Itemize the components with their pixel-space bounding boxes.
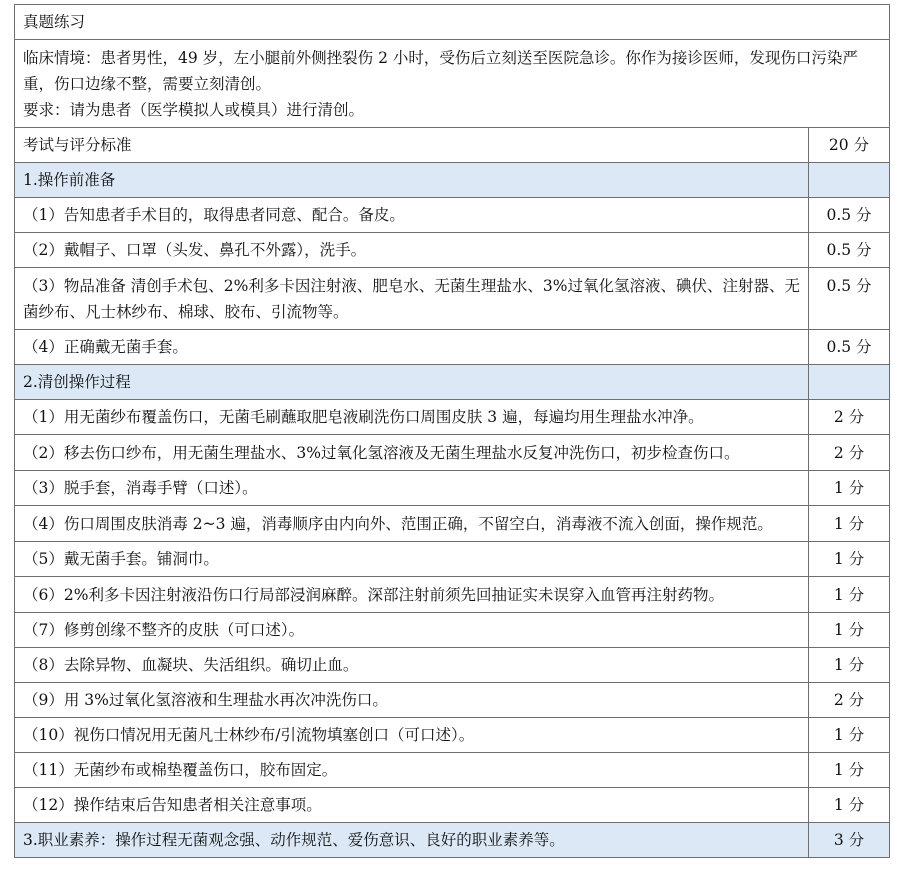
item-score: 0.5 分 bbox=[809, 330, 890, 365]
table-row bbox=[15, 233, 890, 268]
item-score: 1 分 bbox=[809, 648, 890, 683]
table-row bbox=[15, 788, 890, 823]
header-label: 考试与评分标准 bbox=[15, 128, 809, 163]
item-text: （1）告知患者手术目的，取得患者同意、配合。备皮。 bbox=[15, 198, 809, 233]
table-row bbox=[15, 400, 890, 435]
table-row bbox=[15, 648, 890, 683]
section-row bbox=[15, 365, 890, 400]
item-text: （10）视伤口情况用无菌凡士林纱布/引流物填塞创口（可口述）。 bbox=[15, 718, 809, 753]
item-text: （4）正确戴无菌手套。 bbox=[15, 330, 809, 365]
item-score: 1 分 bbox=[809, 718, 890, 753]
item-text: （11）无菌纱布或棉垫覆盖伤口，胶布固定。 bbox=[15, 753, 809, 788]
item-text: （6）2%利多卡因注射液沿伤口行局部浸润麻醉。深部注射前须先回抽证实未误穿入血管再注射药物。 bbox=[15, 577, 809, 613]
title-row bbox=[15, 5, 890, 40]
table-title: 真题练习 bbox=[15, 5, 890, 40]
table-row bbox=[15, 330, 890, 365]
section-score bbox=[809, 365, 890, 400]
item-text: （8）去除异物、血凝块、失活组织。确切止血。 bbox=[15, 648, 809, 683]
table-row bbox=[15, 198, 890, 233]
item-text: （7）修剪创缘不整齐的皮肤（可口述）。 bbox=[15, 613, 809, 648]
item-score: 0.5 分 bbox=[809, 198, 890, 233]
section-title: 2.清创操作过程 bbox=[15, 365, 809, 400]
item-text: （2）戴帽子、口罩（头发、鼻孔不外露），洗手。 bbox=[15, 233, 809, 268]
item-score: 0.5 分 bbox=[809, 268, 890, 330]
table-row bbox=[15, 435, 890, 471]
scenario-cell bbox=[15, 40, 890, 128]
item-score: 1 分 bbox=[809, 542, 890, 577]
item-score: 2 分 bbox=[809, 435, 890, 471]
exam-scoring-table bbox=[14, 4, 890, 858]
requirement-text: 要求：请为患者（医学模拟人或模具）进行清创。 bbox=[23, 101, 365, 119]
section-row bbox=[15, 823, 890, 858]
table-row bbox=[15, 753, 890, 788]
item-score: 1 分 bbox=[809, 506, 890, 542]
item-text: （3）物品准备 清创手术包、2%利多卡因注射液、肥皂水、无菌生理盐水、3%过氧化氢溶液、碘伏、注射器、无菌纱布、凡士林纱布、棉球、胶布、引流物等。 bbox=[15, 268, 809, 330]
item-score: 2 分 bbox=[809, 400, 890, 435]
table-row bbox=[15, 718, 890, 753]
header-total-score: 20 分 bbox=[809, 128, 890, 163]
section-row bbox=[15, 163, 890, 198]
table-row bbox=[15, 471, 890, 506]
item-score: 1 分 bbox=[809, 471, 890, 506]
section-title: 1.操作前准备 bbox=[15, 163, 809, 198]
section-score bbox=[809, 163, 890, 198]
scenario-row bbox=[15, 40, 890, 128]
item-text: （9）用 3%过氧化氢溶液和生理盐水再次冲洗伤口。 bbox=[15, 683, 809, 718]
item-text: （2）移去伤口纱布，用无菌生理盐水、3%过氧化氢溶液及无菌生理盐水反复冲洗伤口，初步检查伤口。 bbox=[15, 435, 809, 471]
item-score: 1 分 bbox=[809, 753, 890, 788]
item-score: 1 分 bbox=[809, 577, 890, 613]
table-row bbox=[15, 577, 890, 613]
item-score: 2 分 bbox=[809, 683, 890, 718]
scenario-text: 临床情境：患者男性，49 岁，左小腿前外侧挫裂伤 2 小时，受伤后立刻送至医院急诊。你作为接诊医师，发现伤口污染严重，伤口边缘不整，需要立刻清创。 bbox=[23, 49, 858, 93]
item-score: 1 分 bbox=[809, 613, 890, 648]
item-text: （5）戴无菌手套。铺洞巾。 bbox=[15, 542, 809, 577]
table-row bbox=[15, 542, 890, 577]
table-row bbox=[15, 506, 890, 542]
item-text: （3）脱手套，消毒手臂（口述）。 bbox=[15, 471, 809, 506]
section-title: 3.职业素养：操作过程无菌观念强、动作规范、爱伤意识、良好的职业素养等。 bbox=[15, 823, 809, 858]
table-row bbox=[15, 683, 890, 718]
header-row bbox=[15, 128, 890, 163]
item-text: （1）用无菌纱布覆盖伤口，无菌毛刷蘸取肥皂液刷洗伤口周围皮肤 3 遍，每遍均用生理盐水冲净。 bbox=[15, 400, 809, 435]
table-row bbox=[15, 613, 890, 648]
item-score: 0.5 分 bbox=[809, 233, 890, 268]
item-score: 1 分 bbox=[809, 788, 890, 823]
item-text: （4）伤口周围皮肤消毒 2~3 遍，消毒顺序由内向外、范围正确，不留空白，消毒液不流入创面，操作规范。 bbox=[15, 506, 809, 542]
item-text: （12）操作结束后告知患者相关注意事项。 bbox=[15, 788, 809, 823]
section-score: 3 分 bbox=[809, 823, 890, 858]
table-row bbox=[15, 268, 890, 330]
